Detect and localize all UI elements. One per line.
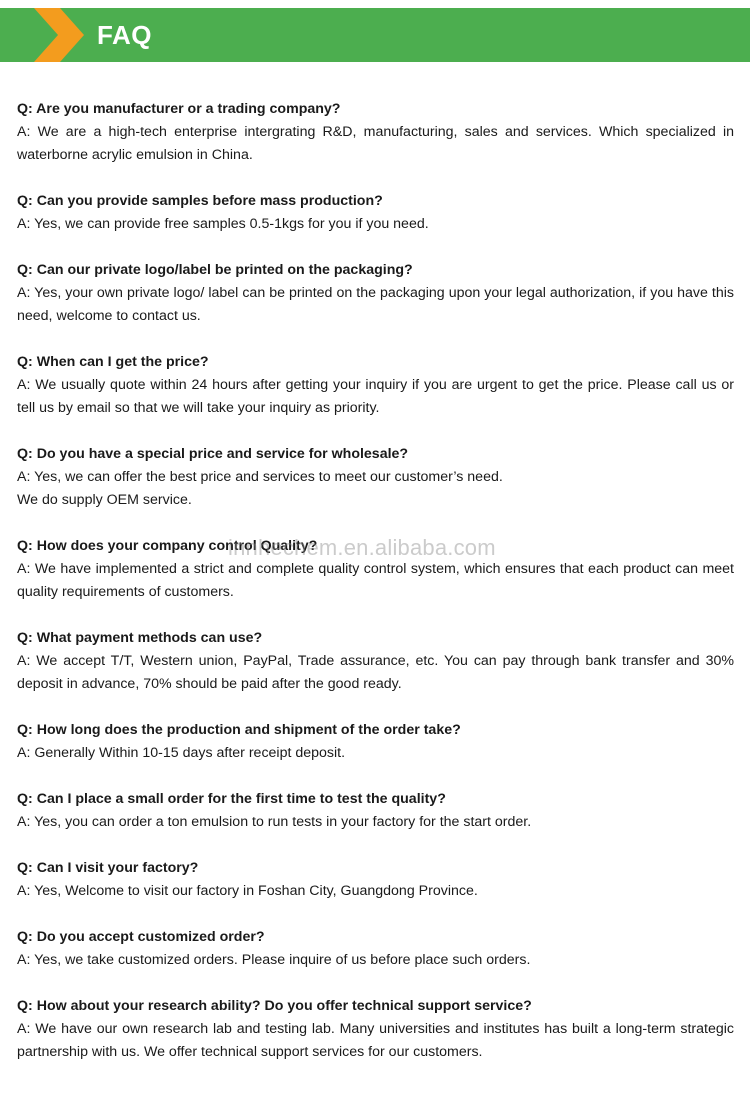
faq-question: Q: Can you provide samples before mass production? bbox=[17, 193, 383, 209]
faq-answer: A: Yes, your own private logo/ label can be printed on the packaging upon your legal authorization, if you have this need, welcome to contact us. bbox=[17, 285, 734, 324]
faq-item bbox=[17, 259, 734, 328]
faq-item bbox=[17, 857, 734, 903]
faq-answer: A: Yes, we can provide free samples 0.5-1kgs for you if you need. bbox=[17, 216, 429, 232]
faq-answer: A: We are a high-tech enterprise intergrating R&D, manufacturing, sales and services. Which specialized in waterborne acrylic emulsion in China. bbox=[17, 124, 734, 163]
faq-question: Q: How about your research ability? Do you offer technical support service? bbox=[17, 998, 532, 1014]
faq-answer: A: Yes, you can order a ton emulsion to run tests in your factory for the start order. bbox=[17, 814, 532, 830]
faq-item bbox=[17, 351, 734, 420]
faq-question: Q: Can I place a small order for the first time to test the quality? bbox=[17, 791, 446, 807]
faq-question: Q: When can I get the price? bbox=[17, 354, 209, 370]
faq-answer: A: Yes, we can offer the best price and services to meet our customer’s need. bbox=[17, 469, 503, 485]
faq-item bbox=[17, 190, 734, 236]
faq-item bbox=[17, 627, 734, 696]
faq-list bbox=[17, 98, 734, 1087]
faq-question: Q: Are you manufacturer or a trading company? bbox=[17, 101, 341, 117]
faq-answer: A: Generally Within 10-15 days after receipt deposit. bbox=[17, 745, 346, 761]
watermark: innhechem.en.alibaba.com bbox=[228, 535, 496, 560]
faq-item bbox=[17, 535, 734, 604]
faq-question: Q: How long does the production and shipment of the order take? bbox=[17, 722, 461, 738]
faq-answer: A: We have implemented a strict and complete quality control system, which ensures that each product can meet quality requirements of customers. bbox=[17, 561, 734, 600]
faq-question: Q: How does your company control Quality? bbox=[17, 538, 318, 554]
faq-question: Q: Do you have a special price and service for wholesale? bbox=[17, 446, 409, 462]
faq-answer: A: Yes, we take customized orders. Please inquire of us before place such orders. bbox=[17, 952, 531, 968]
faq-item bbox=[17, 719, 734, 765]
faq-answer: A: We usually quote within 24 hours after getting your inquiry if you are urgent to get the price. Please call us or tell us by email so that we will take your inquiry as priority. bbox=[17, 377, 734, 416]
faq-item bbox=[17, 995, 734, 1064]
faq-question: Q: Can I visit your factory? bbox=[17, 860, 199, 876]
faq-answer: A: Yes, Welcome to visit our factory in Foshan City, Guangdong Province. bbox=[17, 883, 478, 899]
faq-item bbox=[17, 98, 734, 167]
faq-question: Q: Do you accept customized order? bbox=[17, 929, 265, 945]
page-title: FAQ bbox=[97, 20, 152, 50]
faq-answer: A: We have our own research lab and testing lab. Many universities and institutes has built a long-term strategic partnership with us. We offer technical support services for our customers. bbox=[17, 1021, 734, 1060]
faq-answer: We do supply OEM service. bbox=[17, 492, 192, 508]
faq-item bbox=[17, 443, 734, 512]
faq-item bbox=[17, 926, 734, 972]
faq-question: Q: Can our private logo/label be printed on the packaging? bbox=[17, 262, 413, 278]
faq-question: Q: What payment methods can use? bbox=[17, 630, 263, 646]
faq-answer: A: We accept T/T, Western union, PayPal, Trade assurance, etc. You can pay through bank transfer and 30% deposit in advance, 70% should be paid after the good ready. bbox=[17, 653, 734, 692]
faq-item bbox=[17, 788, 734, 834]
chevron-right-icon bbox=[34, 8, 84, 62]
